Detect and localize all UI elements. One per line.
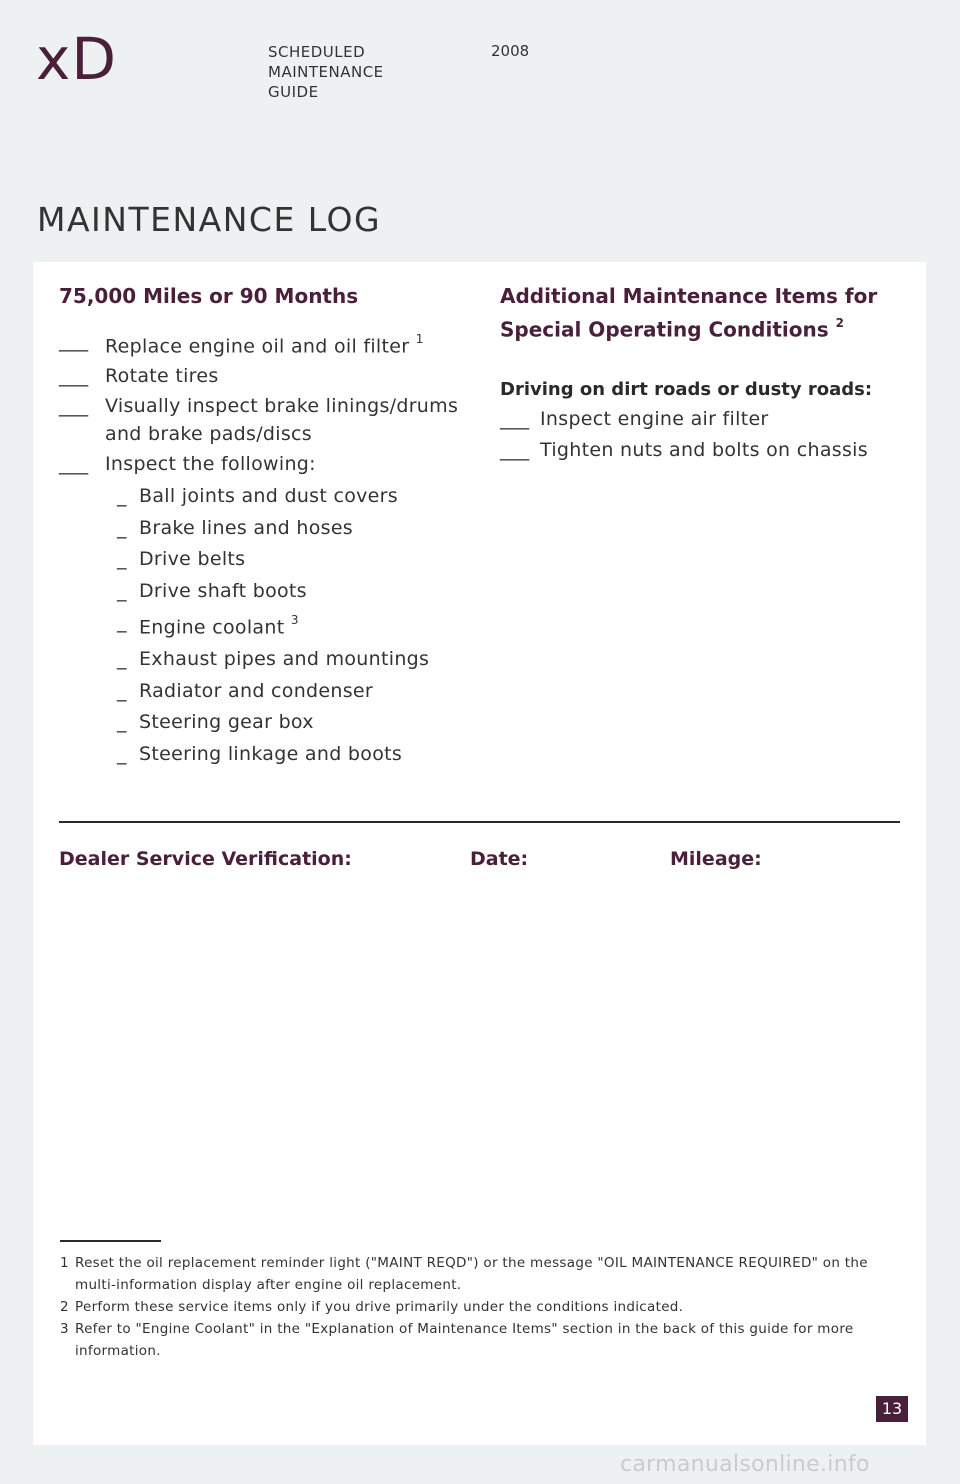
model-year: 2008 [491, 42, 530, 60]
watermark: carmanualsonline.info [620, 1452, 870, 1477]
interval-heading: 75,000 Miles or 90 Months [59, 284, 359, 308]
guide-title: SCHEDULED MAINTENANCE GUIDE [268, 43, 384, 101]
mileage-label: Mileage: [670, 848, 762, 870]
footnote-rule [60, 1240, 161, 1242]
section-divider [59, 821, 900, 823]
date-label: Date: [470, 848, 529, 870]
inspection-item: _ Radiator and condenser [117, 679, 374, 702]
interval-items [59, 327, 479, 478]
inspection-item: _ Drive belts [117, 548, 246, 571]
interval-column [59, 282, 479, 768]
maintenance-item: ___ Rotate tires [59, 365, 219, 388]
inspection-item: _ Ball joints and dust covers [117, 484, 398, 507]
inspection-item: _ Brake lines and hoses [117, 516, 354, 539]
maintenance-item: ___ Replace engine oil and oil filter $^1$ [59, 330, 424, 358]
footnotes [60, 1252, 900, 1362]
maintenance-item: ___ Visually inspect brake linings/drums and brake pads/discs [59, 395, 459, 446]
dealer-verification-label: Dealer Service Verification: [59, 848, 352, 870]
footnote: 3 Refer to "Engine Coolant" in the "Explanation of Maintenance Items" section in the back of this guide for more information. [60, 1321, 854, 1359]
footnote: 1 Reset the oil replacement reminder light ("MAINT REQD") or the message "OIL MAINTENANCE REQUIRED" on the multi-information display after engine oil replacement. [60, 1255, 868, 1293]
special-items [500, 405, 910, 464]
special-conditions-column [500, 282, 910, 467]
inspection-item: _ Steering gear box [117, 711, 314, 734]
brand-logo: xD [36, 25, 117, 93]
page-title: MAINTENANCE LOG [37, 200, 382, 239]
page-number: 13 [876, 1396, 908, 1422]
maintenance-log-panel [33, 262, 926, 1445]
inspection-sub-items [117, 482, 479, 768]
footnote: 2 Perform these service items only if you drive primarily under the conditions indicated. [60, 1299, 684, 1315]
inspection-item: _ Engine coolant $^3$ [117, 611, 299, 639]
maintenance-item: ___ Inspect engine air filter [500, 407, 769, 430]
inspection-item: _ Drive shaft boots [117, 579, 307, 602]
special-conditions-heading: Additional Maintenance Items for Special Operating Conditions $^2$ [500, 284, 878, 342]
maintenance-item: ___ Tighten nuts and bolts on chassis [500, 438, 868, 461]
maintenance-item: ___ Inspect the following: [59, 453, 316, 476]
condition-subheading: Driving on dirt roads or dusty roads: [500, 378, 873, 400]
inspection-item: _ Steering linkage and boots [117, 743, 403, 765]
inspection-item: _ Exhaust pipes and mountings [117, 648, 430, 671]
